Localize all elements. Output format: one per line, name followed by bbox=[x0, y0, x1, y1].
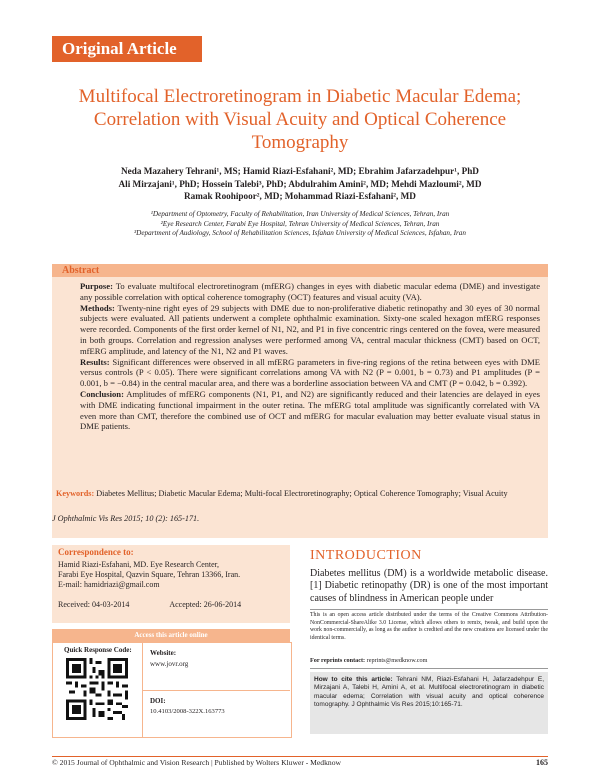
abstract-heading: Abstract bbox=[62, 265, 100, 276]
page-number: 165 bbox=[536, 758, 548, 767]
abstract-purpose bbox=[80, 281, 540, 303]
introduction-text: Diabetes mellitus (DM) is a worldwide metabolic disease.[1] Diabetic retinopathy (DR) is one of the most important causes of blindness in American people under bbox=[310, 568, 548, 604]
methods-text: Twenty-nine right eyes of 29 subjects with DME due to non-proliferative diabetic retinopathy and 30 eyes of 30 normal subjects were evaluated. All patients underwent a complete ophthalmic examination. Sixty-one scaled hexagon mfERG responses were recorded. Components of the first order kernel of N1, N2, and P1 in five concentric rings centered on the fovea, were measured in both groups. Correlation and regression analyses were performed among VA, central macular thickness (CMT) based on OCT, mfERG amplitude, and latency of the N1, N2 and P1 waves. bbox=[80, 302, 541, 356]
correspondence-address: Farabi Eye Hospital, Qazvin Square, Tehran 13366, Iran. bbox=[58, 570, 241, 579]
qr-code-icon[interactable] bbox=[66, 658, 128, 720]
results-text: Significant differences were observed in all mfERG parameters in five-ring regions of the retina between eyes with DME versus controls (P < 0.05). There were significant correlations among VA with N2 (P = 0.001, b = 0.73) and P1 amplitudes (P = 0.001, b = −0.84) in the central macular area, and there was a borderline association between VA and CMT (P = 0.042, b = 0.392). bbox=[80, 356, 540, 389]
accepted-date: Accepted: 26-06-2014 bbox=[169, 600, 242, 609]
footer-rule bbox=[52, 756, 548, 757]
affiliation: ²Eye Research Center, Farabi Eye Hospital, Tehran University of Medical Sciences, Tehran, Iran bbox=[160, 219, 440, 228]
author-line: Ali Mirzajani¹, PhD; Hossein Talebi³, PhD; Abdulrahim Amini², MD; Mehdi Mazloumi², MD bbox=[118, 178, 482, 189]
open-access-note: This is an open access article distributed under the terms of the Creative Commons Attribution-NonCommercial-ShareAlike 3.0 License, which allows others to remix, tweak, and build upon the work non-commercially, as long as the author is credited and the new creations are licensed under the identical terms. bbox=[310, 612, 548, 641]
keywords-text: Diabetes Mellitus; Diabetic Macular Edema; Multi-focal Electroretinography; Optical Coherence Tomography; Visual Acuity bbox=[96, 489, 508, 498]
reprints-contact bbox=[310, 657, 548, 664]
correspondence-heading: Correspondence to: bbox=[58, 547, 134, 557]
keywords bbox=[56, 489, 544, 499]
author-list bbox=[60, 165, 540, 203]
affiliations bbox=[60, 210, 540, 239]
abstract-conclusion bbox=[80, 389, 540, 432]
article-title: Multifocal Electroretinogram in Diabetic Macular Edema; Correlation with Visual Acuity and Optical Coherence Tomography bbox=[78, 86, 522, 153]
author-line: Neda Mazahery Tehrani¹, MS; Hamid Riazi-Esfahani², MD; Ebrahim Jafarzadehpur¹, PhD bbox=[121, 166, 479, 176]
correspondence-email[interactable]: E-mail: hamidriazi@gmail.com bbox=[58, 580, 160, 589]
how-to-cite-label: How to cite this article: bbox=[314, 676, 393, 683]
website-link[interactable]: www.jovr.org bbox=[150, 660, 189, 668]
methods-label: Methods: bbox=[80, 302, 115, 313]
website-label: Website: bbox=[150, 649, 177, 657]
correspondence-details bbox=[58, 560, 286, 590]
abstract-header-bar bbox=[52, 264, 548, 277]
reprints-label: For reprints contact: bbox=[310, 657, 366, 664]
affiliation: ³Department of Audiology, School of Rehabilitation Sciences, Isfahan University of Medical Sciences, Isfahan, Iran bbox=[134, 229, 466, 238]
correspondence-name: Hamid Riazi-Esfahani, MD. Eye Research Center, bbox=[58, 560, 219, 569]
conclusion-text: Amplitudes of mfERG components (N1, P1, and N2) are significantly reduced and their latencies are delayed in eyes with DME indicating functional impairment in the outer retina. The mfERG total amplitude was significantly correlated with VA even more than CMT, therefore the combined use of OCT and mfERG for macular evaluation may better evaluate visual status in DME patients. bbox=[80, 388, 540, 432]
doi-value[interactable]: 10.4103/2008-322X.163773 bbox=[150, 708, 225, 715]
doi-label: DOI: bbox=[150, 697, 166, 705]
qr-code-label: Quick Response Code: bbox=[64, 646, 132, 654]
author-line: Ramak Roohipoor², MD; Mohammad Riazi-Esfahani², MD bbox=[184, 191, 416, 201]
affiliation: ¹Department of Optometry, Faculty of Rehabilitation, Iran University of Medical Sciences, Tehran, Iran bbox=[150, 210, 450, 218]
journal-citation: J Ophthalmic Vis Res 2015; 10 (2): 165-171. bbox=[52, 514, 200, 523]
introduction-heading: INTRODUCTION bbox=[310, 548, 422, 563]
abstract-results bbox=[80, 357, 540, 389]
access-online-header: Access this article online bbox=[52, 629, 290, 642]
results-label: Results: bbox=[80, 356, 110, 367]
article-dates bbox=[58, 600, 286, 610]
abstract-body bbox=[80, 281, 540, 432]
panel-divider bbox=[142, 690, 290, 691]
how-to-cite-text: Tehrani NM, Riazi-Esfahani H, Jafarzadehpur E, Mirzajani A, Talebi H, Amini A, et al. Multifocal electroretinogram in diabetic macular edema; Correlation with visual acuity and optical coherence tomography. J Ophthalmic Vis Res 2015;10:165-71. bbox=[314, 676, 544, 709]
purpose-text: To evaluate multifocal electroretinogram (mfERG) changes in eyes with diabetic macular edema (DME) and investigate any possible correlation with optical coherence tomography (OCT) features and visual acuity (VA). bbox=[80, 281, 541, 302]
reprints-email[interactable]: reprints@medknow.com bbox=[366, 657, 428, 664]
page-footer: © 2015 Journal of Ophthalmic and Vision Research | Published by Wolters Kluwer - Medknow bbox=[52, 758, 341, 767]
article-type-badge: Original Article bbox=[52, 36, 202, 62]
abstract-methods bbox=[80, 303, 540, 357]
purpose-label: Purpose: bbox=[80, 281, 113, 291]
conclusion-label: Conclusion: bbox=[80, 388, 124, 399]
received-date: Received: 04-03-2014 bbox=[58, 600, 130, 609]
footnote-rule bbox=[310, 668, 548, 669]
footnote-rule bbox=[310, 609, 548, 610]
how-to-cite bbox=[314, 676, 544, 710]
keywords-label: Keywords: bbox=[56, 489, 95, 498]
